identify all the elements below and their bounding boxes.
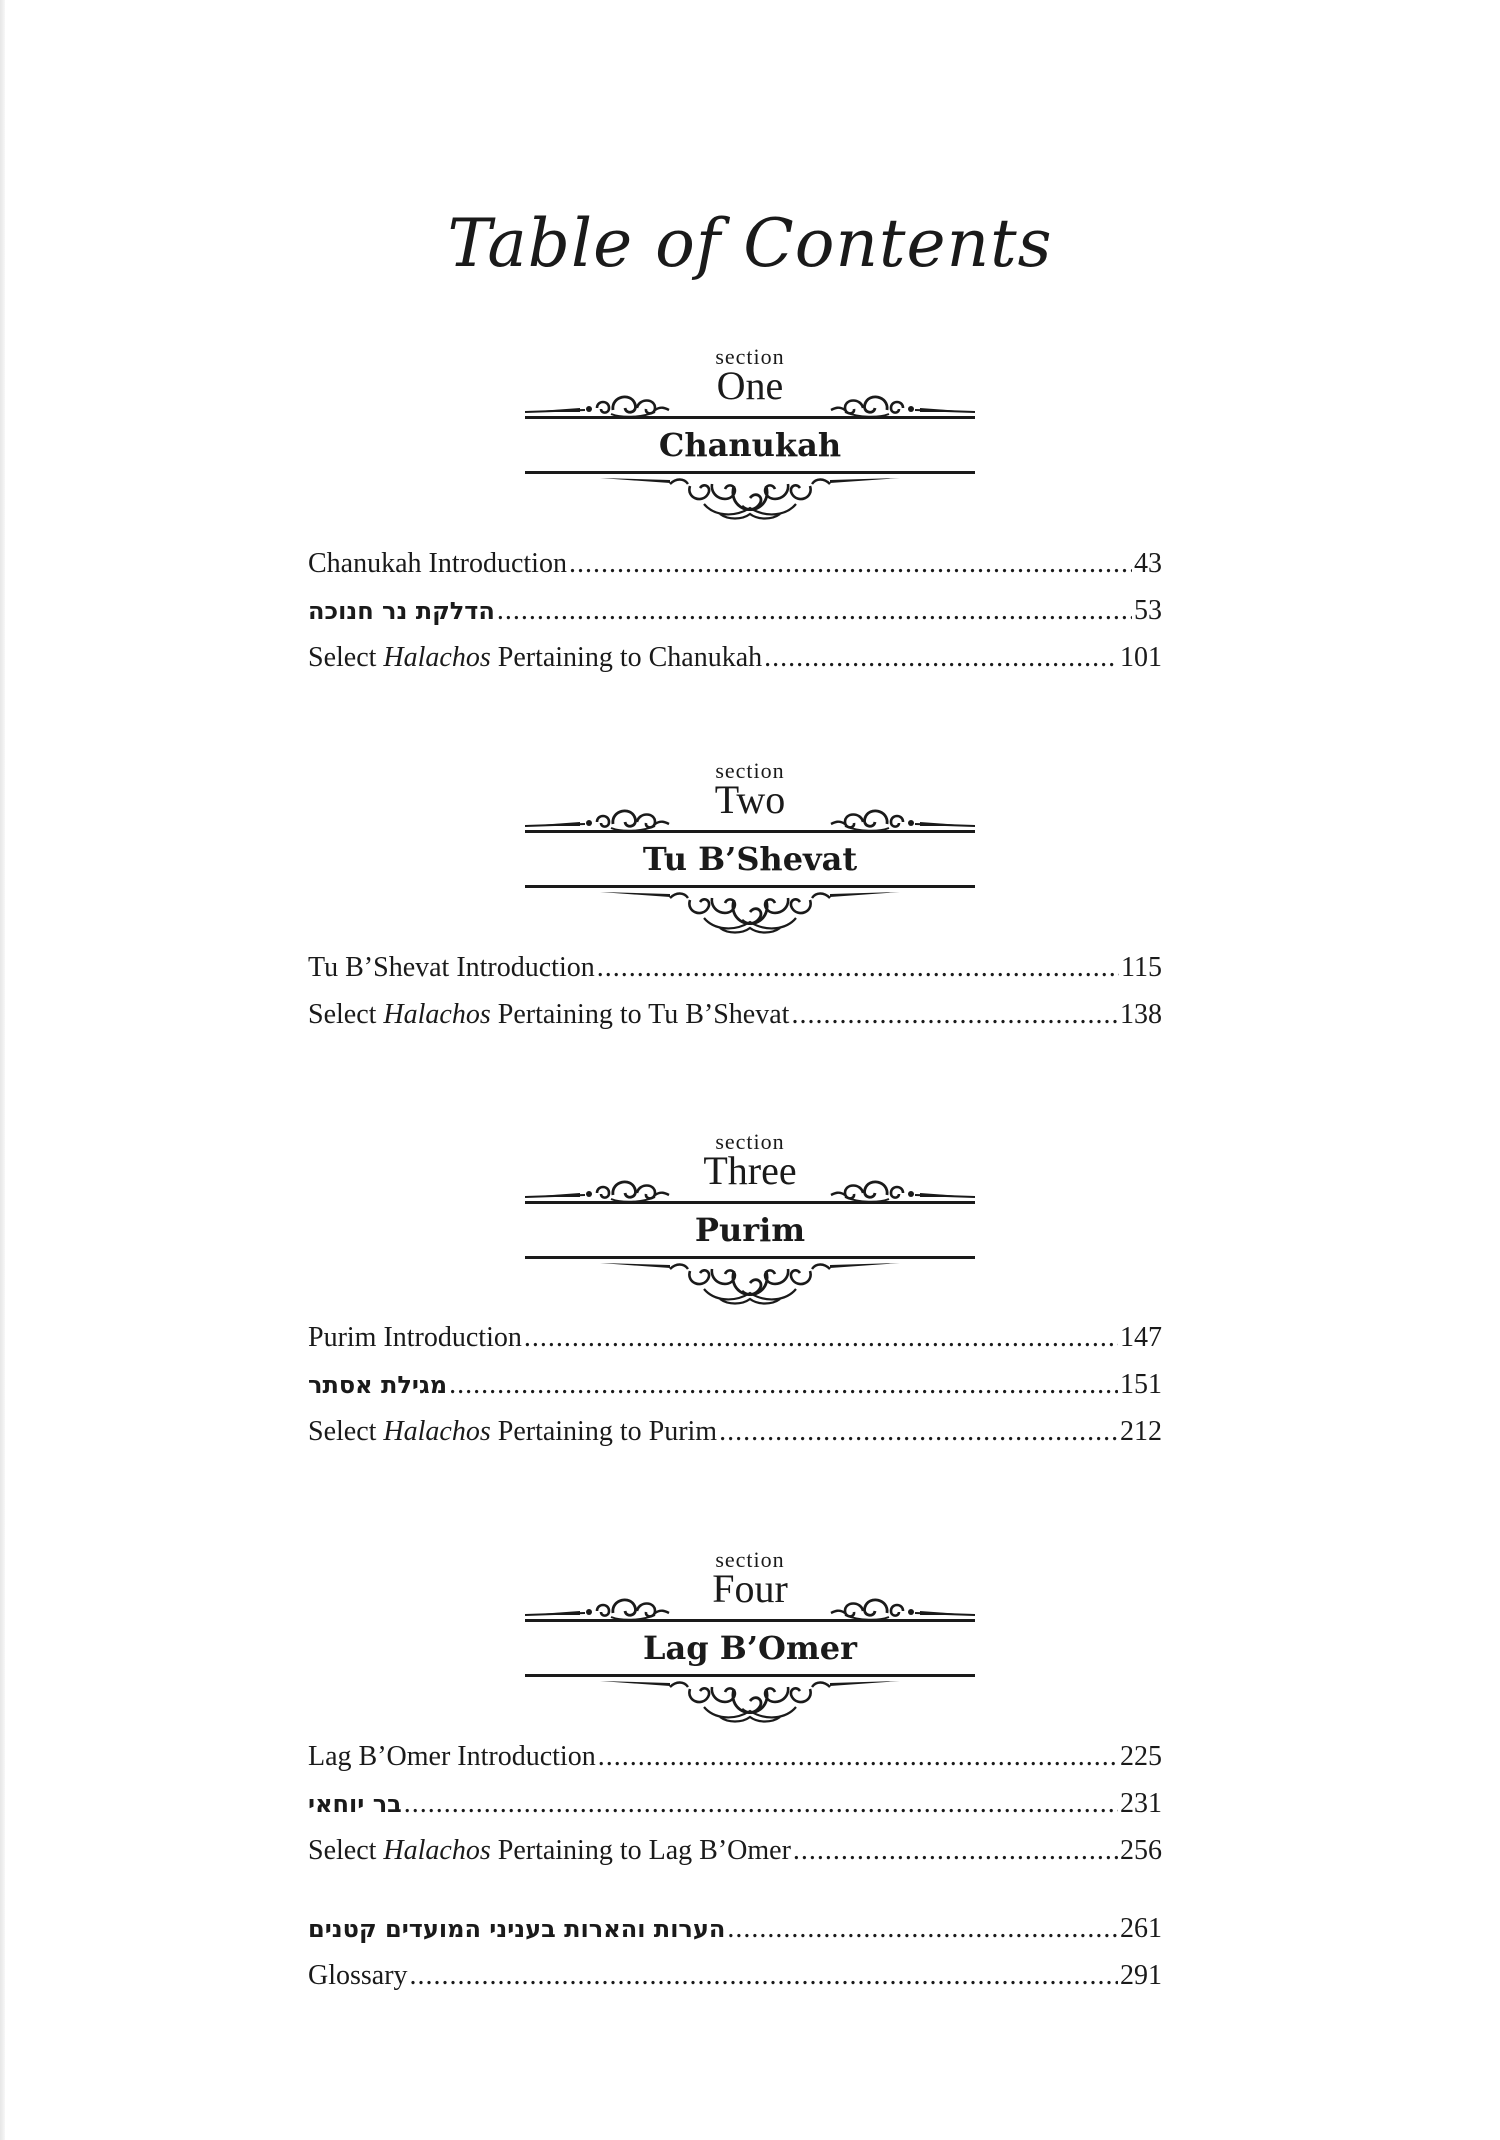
section-name: Tu B’Shevat <box>642 840 858 878</box>
toc-entry[interactable] <box>308 1361 1162 1408</box>
section-number: Two <box>714 777 786 822</box>
section-word: section <box>715 758 785 783</box>
divider <box>525 830 975 833</box>
page-title: Table of Contents <box>447 205 1053 282</box>
section-word: section <box>715 1547 785 1572</box>
section-name: Lag B’Omer <box>643 1629 857 1667</box>
toc-entry-label: Select Halachos Pertaining to Lag B’Omer <box>308 1835 791 1866</box>
scroll-ornament-icon <box>600 474 900 529</box>
toc-entry-page: 212 <box>1120 1416 1162 1447</box>
dot-leader <box>764 634 1118 681</box>
page-edge <box>0 0 5 2140</box>
dot-leader <box>727 1905 1118 1952</box>
dot-leader <box>449 1361 1118 1408</box>
toc-entry-page: 225 <box>1120 1741 1162 1772</box>
section-word: section <box>715 1129 785 1154</box>
dot-leader <box>597 944 1119 991</box>
divider <box>525 1201 975 1204</box>
toc-entry-label: Select Halachos Pertaining to Purim <box>308 1416 718 1447</box>
toc-entry[interactable] <box>308 944 1162 991</box>
dot-leader <box>404 1780 1118 1827</box>
toc-list-tu-bshevat <box>308 944 1162 1038</box>
toc-entry-label: Select Halachos Pertaining to Chanukah <box>308 642 763 673</box>
section-number: One <box>716 363 784 408</box>
toc-entry-label: Lag B’Omer Introduction <box>308 1741 596 1772</box>
dot-leader <box>410 1952 1118 1999</box>
divider <box>525 1619 975 1622</box>
toc-entry-page: 101 <box>1120 642 1162 673</box>
scroll-ornament-icon <box>600 1259 900 1314</box>
dot-leader <box>793 1827 1118 1874</box>
dot-leader <box>598 1733 1118 1780</box>
toc-entry[interactable] <box>308 1408 1162 1455</box>
toc-entry-page: 231 <box>1120 1788 1162 1819</box>
toc-entry[interactable] <box>308 540 1162 587</box>
dot-leader <box>791 991 1118 1038</box>
toc-entry-label: Purim Introduction <box>308 1322 522 1353</box>
section-name: Purim <box>694 1211 806 1249</box>
toc-entry-label: Tu B’Shevat Introduction <box>308 952 595 983</box>
toc-entry[interactable] <box>308 1905 1162 1952</box>
section-word: section <box>715 344 785 369</box>
toc-entry-label: הערות והארות בעניני המועדים קטנים <box>308 1915 726 1943</box>
toc-entry-label: הדלקת נר חנוכה <box>308 597 495 625</box>
toc-entry-page: 261 <box>1120 1913 1162 1944</box>
scroll-ornament-icon <box>600 1677 900 1732</box>
toc-entry-page: 151 <box>1120 1369 1162 1400</box>
section-name: Chanukah <box>658 426 842 464</box>
scroll-ornament-icon <box>600 888 900 943</box>
toc-entry-page: 53 <box>1134 595 1162 626</box>
toc-entry-label: Chanukah Introduction <box>308 548 567 579</box>
divider <box>525 416 975 419</box>
toc-entry[interactable] <box>308 991 1162 1038</box>
dot-leader <box>497 587 1132 634</box>
toc-entry-page: 43 <box>1134 548 1162 579</box>
toc-entry-page: 256 <box>1120 1835 1162 1866</box>
toc-entry-page: 291 <box>1120 1960 1162 1991</box>
toc-list-appendix <box>308 1905 1162 1999</box>
toc-entry-label: מגילת אסתר <box>308 1371 448 1399</box>
toc-entry[interactable] <box>308 634 1162 681</box>
section-header-four <box>525 1549 975 1734</box>
toc-entry[interactable] <box>308 587 1162 634</box>
section-header-two <box>525 760 975 945</box>
toc-entry-page: 147 <box>1120 1322 1162 1353</box>
toc-list-chanukah <box>308 540 1162 681</box>
section-number: Three <box>703 1148 797 1193</box>
toc-list-lag-bomer <box>308 1733 1162 1874</box>
dot-leader <box>719 1408 1118 1455</box>
toc-entry-label: בר יוחאי <box>308 1790 402 1818</box>
toc-entry[interactable] <box>308 1952 1162 1999</box>
toc-entry[interactable] <box>308 1780 1162 1827</box>
toc-entry[interactable] <box>308 1314 1162 1361</box>
dot-leader <box>569 540 1132 587</box>
toc-list-purim <box>308 1314 1162 1455</box>
toc-entry-page: 115 <box>1121 952 1162 983</box>
toc-entry[interactable] <box>308 1827 1162 1874</box>
toc-entry-page: 138 <box>1120 999 1162 1030</box>
section-number: Four <box>712 1566 788 1611</box>
toc-entry-label: Glossary <box>308 1960 408 1991</box>
toc-entry-label: Select Halachos Pertaining to Tu B’Shevat <box>308 999 790 1030</box>
dot-leader <box>524 1314 1118 1361</box>
section-header-three <box>525 1131 975 1316</box>
section-header-one <box>525 346 975 531</box>
toc-entry[interactable] <box>308 1733 1162 1780</box>
